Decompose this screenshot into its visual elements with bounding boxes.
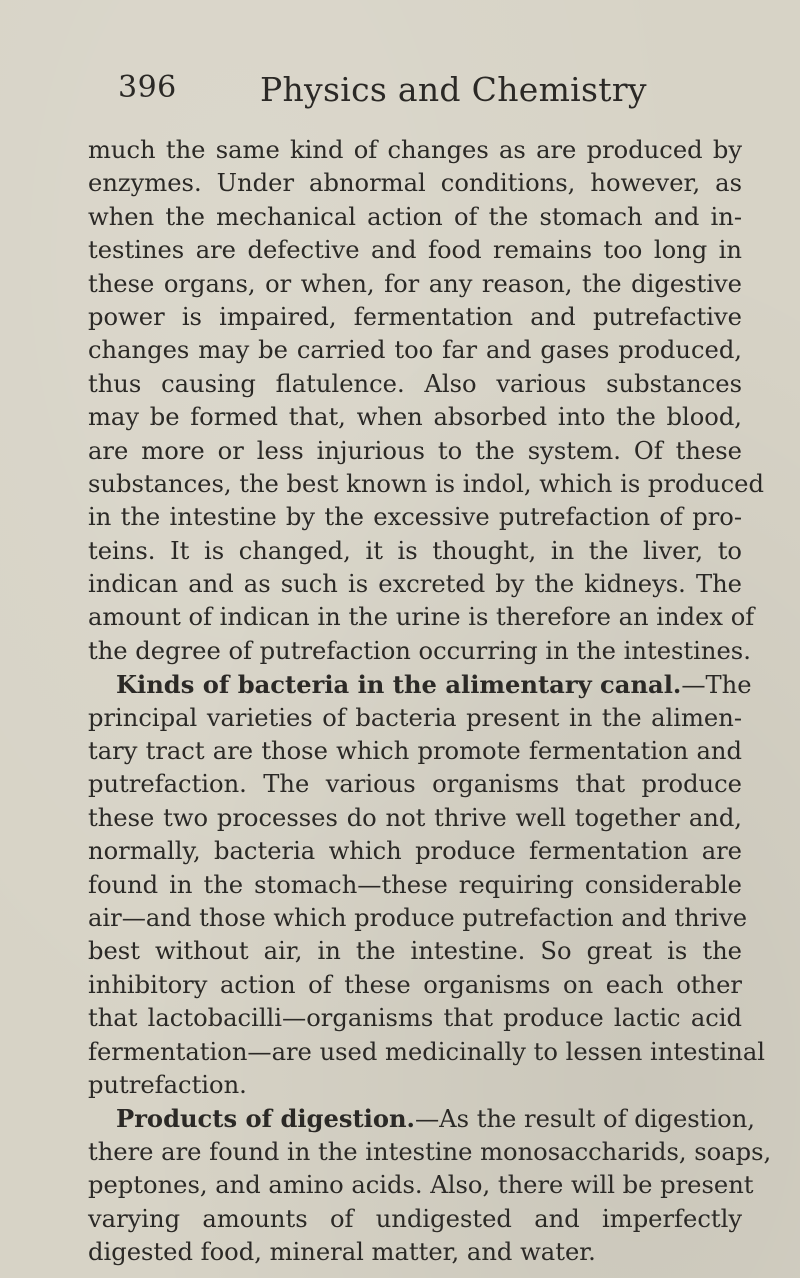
text-line: are more or less injurious to the system. Of these [88,436,742,465]
text-line: thus causing flatulence. Also various substances [88,369,742,398]
text-line: normally, bacteria which produce fermentation are [88,837,742,866]
running-head [118,70,738,118]
text-line: teins. It is changed, it is thought, in the liver, to [88,536,742,565]
running-title: Physics and Chemistry [260,70,647,109]
page-number: 396 [118,70,177,105]
text-line: digested food, mineral matter, and water. [88,1237,596,1266]
text-line: varying amounts of undigested and imperfectly [88,1204,742,1233]
text-line: in the intestine by the excessive putrefaction of pro- [88,503,742,532]
text-line: there are found in the intestine monosaccharids, soaps, [88,1137,772,1166]
text-line: these two processes do not thrive well together and, [88,803,742,832]
text-line: may be formed that, when absorbed into the blood, [88,403,742,432]
text-line: power is impaired, fermentation and putrefactive [88,302,742,331]
body-text [88,134,772,1269]
text-line: testines are defective and food remains too long in [88,236,742,265]
text-line: changes may be carried too far and gases produced, [88,336,742,365]
text-line: that lactobacilli—organisms that produce lactic acid [88,1004,742,1033]
text-line: best without air, in the intestine. So great is the [88,937,742,966]
section-heading: Kinds of bacteria in the alimentary canal. [116,670,682,700]
text-line: when the mechanical action of the stomach and in- [88,202,742,231]
text-line: principal varieties of bacteria present in the alimen- [88,703,742,732]
text-line: the degree of putrefaction occurring in the intestines. [88,636,751,665]
section-heading-text: —The [681,671,752,700]
section-heading-line [88,1102,755,1135]
text-line: enzymes. Under abnormal conditions, however, as [88,169,742,198]
text-line: peptones, and amino acids. Also, there will be present [88,1171,754,1200]
text-line: substances, the best known is indol, which is produced [88,469,764,498]
text-line: fermentation—are used medicinally to lessen intestinal [88,1037,765,1066]
text-line: putrefaction. The various organisms that produce [88,770,742,799]
text-line: inhibitory action of these organisms on each other [88,970,742,999]
text-line: much the same kind of changes as are produced by [88,136,742,164]
section-heading-text: —As the result of digestion, [414,1105,755,1134]
section-heading-line [88,668,752,701]
text-line: amount of indican in the urine is therefore an index of [88,603,755,632]
section-heading: Products of digestion. [116,1104,415,1134]
text-line: found in the stomach—these requiring considerable [88,870,742,899]
text-line: these organs, or when, for any reason, the digestive [88,269,742,298]
text-line: putrefaction. [88,1070,247,1099]
text-line: tary tract are those which promote fermentation and [88,737,742,766]
text-line: air—and those which produce putrefaction and thrive [88,903,748,932]
text-line: indican and as such is excreted by the kidneys. The [88,570,742,599]
